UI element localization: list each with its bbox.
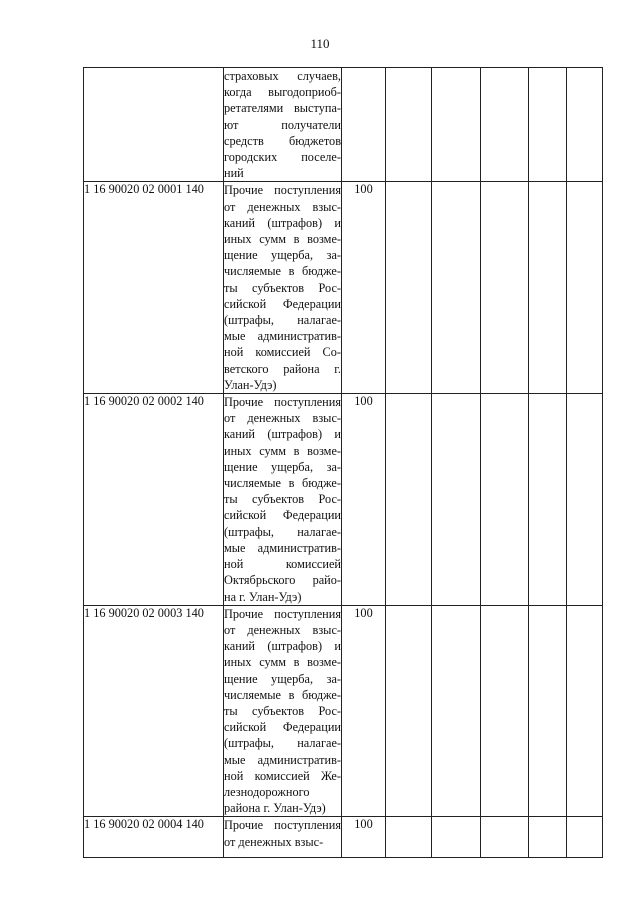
revenue-description-cell (224, 68, 342, 182)
description-line: когда выгодоприоб- (224, 85, 341, 100)
table-row (84, 68, 603, 182)
description-line: щение ущерба, за- (224, 459, 341, 474)
empty-cell (386, 817, 432, 858)
empty-cell (432, 394, 481, 606)
description-line: (штрафы, налагае- (224, 313, 341, 328)
description-line: щение ущерба, за- (224, 248, 341, 263)
description-line: сийской Федерации (224, 508, 341, 523)
revenue-description-cell (224, 817, 342, 858)
empty-cell (386, 605, 432, 817)
description-line: числяемые в бюдже- (224, 264, 341, 279)
classification-code-cell (84, 68, 224, 182)
empty-cell (529, 394, 567, 606)
revenue-description-cell (224, 394, 342, 606)
description-line: ты субъектов Рос- (224, 492, 341, 507)
description-line: мые административ- (224, 752, 341, 767)
description-line: ретателями выступа- (224, 101, 341, 116)
table-row (84, 605, 603, 817)
revenue-description-cell (224, 605, 342, 817)
revenue-table (83, 67, 603, 858)
empty-cell (386, 394, 432, 606)
description-line: ты субъектов Рос- (224, 280, 341, 295)
empty-cell (567, 394, 603, 606)
empty-cell (432, 817, 481, 858)
description-line: ний (224, 166, 244, 181)
description-line: средств бюджетов (224, 133, 341, 148)
empty-cell (567, 605, 603, 817)
empty-cell (481, 68, 529, 182)
empty-cell (481, 817, 529, 858)
description-line: от денежных взыс- (224, 834, 324, 849)
page-number: 110 (310, 36, 330, 51)
empty-cell (386, 182, 432, 394)
empty-cell (529, 605, 567, 817)
normative-percent-cell: 100 (342, 605, 386, 817)
description-line: сийской Федерации (224, 720, 341, 735)
normative-percent-cell (342, 68, 386, 182)
empty-cell (481, 394, 529, 606)
description-line: мые административ- (224, 329, 341, 344)
description-line: щение ущерба, за- (224, 671, 341, 686)
description-line: мые административ- (224, 540, 341, 555)
table-row (84, 817, 603, 858)
empty-cell (567, 182, 603, 394)
classification-code-cell: 1 16 90020 02 0002 140 (84, 394, 224, 606)
description-line: каний (штрафов) и (224, 215, 341, 230)
description-line: ты субъектов Рос- (224, 703, 341, 718)
description-line: Улан-Удэ) (224, 377, 277, 392)
description-line: (штрафы, налагае- (224, 524, 341, 539)
normative-percent-cell: 100 (342, 817, 386, 858)
description-line: от денежных взыс- (224, 411, 341, 426)
empty-cell (529, 817, 567, 858)
description-line: иных сумм в возме- (224, 443, 341, 458)
empty-cell (386, 68, 432, 182)
table-row (84, 182, 603, 394)
description-line: каний (штрафов) и (224, 427, 341, 442)
empty-cell (481, 605, 529, 817)
description-line: (штрафы, налагае- (224, 736, 341, 751)
description-line: ной комиссией (224, 557, 341, 572)
empty-cell (432, 182, 481, 394)
description-line: страховых случаев, (224, 69, 341, 83)
description-line: лезнодорожного (224, 784, 310, 799)
description-line: Прочие поступления (224, 183, 341, 198)
classification-code-cell: 1 16 90020 02 0004 140 (84, 817, 224, 858)
description-line: каний (штрафов) и (224, 639, 341, 654)
description-line: сийской Федерации (224, 296, 341, 311)
description-line: Прочие поступления (224, 606, 341, 621)
description-line: от денежных взыс- (224, 199, 341, 214)
description-line: числяемые в бюдже- (224, 476, 341, 491)
description-line: ной комиссией Же- (224, 768, 341, 783)
description-line: числяемые в бюдже- (224, 687, 341, 702)
revenue-description-cell (224, 182, 342, 394)
empty-cell (432, 605, 481, 817)
description-line: ют получатели (224, 117, 341, 132)
description-line: городских поселе- (224, 150, 341, 165)
table-row (84, 394, 603, 606)
normative-percent-cell: 100 (342, 182, 386, 394)
description-line: иных сумм в возме- (224, 232, 341, 247)
empty-cell (567, 68, 603, 182)
classification-code-cell: 1 16 90020 02 0003 140 (84, 605, 224, 817)
description-line: ной комиссией Со- (224, 345, 341, 360)
description-line: на г. Улан-Удэ) (224, 589, 302, 604)
description-line: Прочие поступления (224, 395, 341, 410)
description-line: Прочие поступления (224, 818, 341, 833)
empty-cell (529, 68, 567, 182)
description-line: района г. Улан-Удэ) (224, 801, 326, 816)
empty-cell (529, 182, 567, 394)
empty-cell (481, 182, 529, 394)
description-line: ветского района г. (224, 361, 341, 376)
description-line: от денежных взыс- (224, 622, 341, 637)
empty-cell (567, 817, 603, 858)
empty-cell (432, 68, 481, 182)
description-line: иных сумм в возме- (224, 655, 341, 670)
description-line: Октябрьского райо- (224, 573, 341, 588)
table-body (84, 68, 603, 858)
normative-percent-cell: 100 (342, 394, 386, 606)
classification-code-cell: 1 16 90020 02 0001 140 (84, 182, 224, 394)
